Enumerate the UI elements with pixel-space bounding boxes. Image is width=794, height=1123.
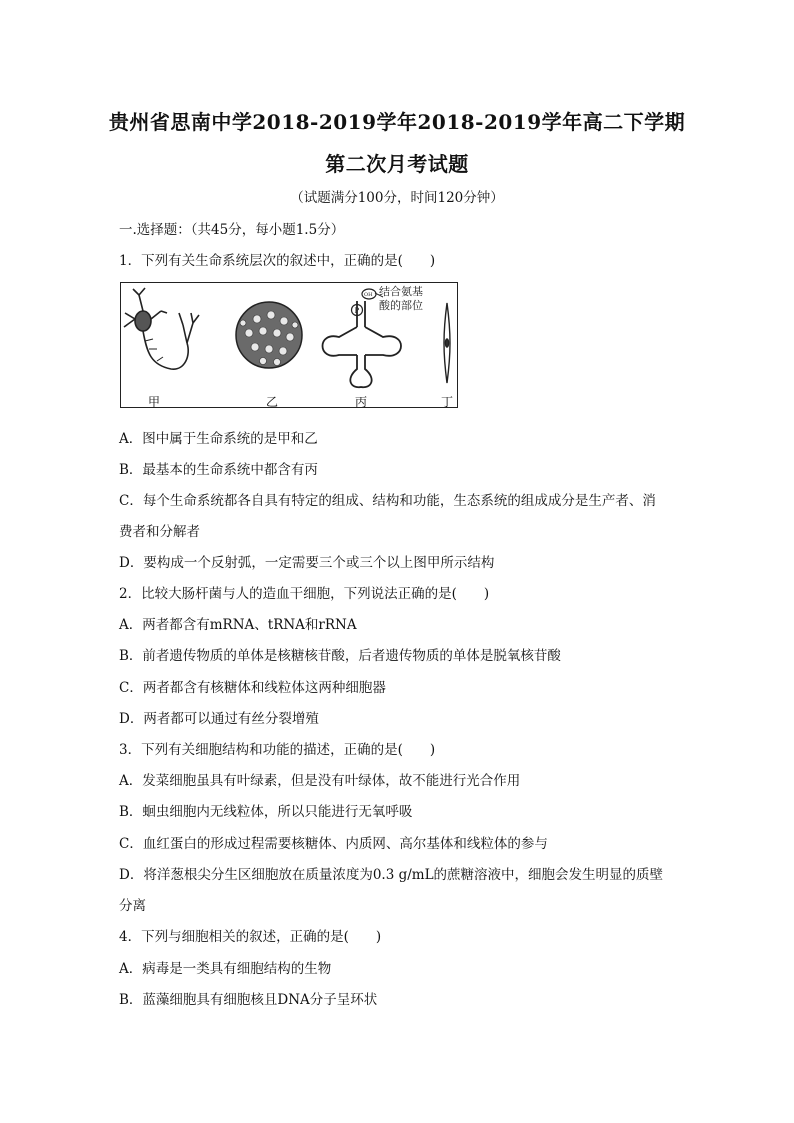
question-3-stem: 3．下列有关细胞结构和功能的描述，正确的是( ) xyxy=(119,742,436,758)
question-1-option-c: C．每个生命系统都各自具有特定的组成、结构和功能，生态系统的组成成分是生产者、消 xyxy=(119,493,656,509)
binding-site-annotation-2: 酸的部位 xyxy=(379,299,423,312)
exam-info: （试题满分100分，时间120分钟） xyxy=(290,190,504,206)
figure-label-yi: 乙 xyxy=(266,395,279,409)
question-1-stem: 1．下列有关生命系统层次的叙述中，正确的是( ) xyxy=(119,253,436,269)
question-2-option-b: B．前者遗传物质的单体是核糖核苷酸，后者遗传物质的单体是脱氧核苷酸 xyxy=(119,648,561,664)
question-3-option-d-continued: 分离 xyxy=(119,898,146,914)
question-4-option-a: A．病毒是一类具有细胞结构的生物 xyxy=(119,961,332,977)
question-3-option-d: D．将洋葱根尖分生区细胞放在质量浓度为0.3 g/mL的蔗糖溶液中，细胞会发生明显的质壁 xyxy=(119,867,664,883)
oh-label: OH xyxy=(364,292,373,298)
virus-drawing xyxy=(236,302,302,368)
figure-illustrations xyxy=(121,283,459,409)
question-1-figure xyxy=(120,282,458,408)
question-3-option-a: A．发菜细胞虽具有叶绿素，但是没有叶绿体，故不能进行光合作用 xyxy=(119,773,521,789)
figure-label-bing: 丙 xyxy=(355,395,368,409)
document-title-line-2: 第二次月考试题 xyxy=(325,152,469,176)
question-2-stem: 2．比较大肠杆菌与人的造血干细胞，下列说法正确的是( ) xyxy=(119,586,490,602)
elongated-cell-drawing xyxy=(444,303,450,383)
question-2-option-a: A．两者都含有mRNA、tRNA和rRNA xyxy=(119,617,357,633)
question-2-option-d: D．两者都可以通过有丝分裂增殖 xyxy=(119,711,319,727)
question-2-option-c: C．两者都含有核糖体和线粒体这两种细胞器 xyxy=(119,680,386,696)
question-1-option-b: B．最基本的生命系统中都含有丙 xyxy=(119,462,318,478)
figure-label-jia: 甲 xyxy=(148,395,161,409)
question-4-option-b: B．蓝藻细胞具有细胞核且DNA分子呈环状 xyxy=(119,992,378,1008)
binding-site-annotation-1: 结合氨基 xyxy=(379,285,423,298)
question-4-stem: 4．下列与细胞相关的叙述，正确的是( ) xyxy=(119,929,382,945)
p-label: P xyxy=(354,307,360,315)
question-3-option-c: C．血红蛋白的形成过程需要核糖体、内质网、高尔基体和线粒体的参与 xyxy=(119,836,548,852)
figure-label-ding: 丁 xyxy=(441,395,454,409)
section-heading: 一.选择题：（共45分，每小题1.5分） xyxy=(119,222,345,238)
question-1-option-c-continued: 费者和分解者 xyxy=(119,524,200,540)
neuron-drawing xyxy=(124,288,199,369)
question-1-option-d: D．要构成一个反射弧，一定需要三个或三个以上图甲所示结构 xyxy=(119,555,495,571)
document-title-line-1: 贵州省思南中学2018-2019学年2018-2019学年高二下学期 xyxy=(108,110,686,134)
question-3-option-b: B．蛔虫细胞内无线粒体，所以只能进行无氧呼吸 xyxy=(119,804,413,820)
question-1-option-a: A．图中属于生命系统的是甲和乙 xyxy=(119,431,318,447)
